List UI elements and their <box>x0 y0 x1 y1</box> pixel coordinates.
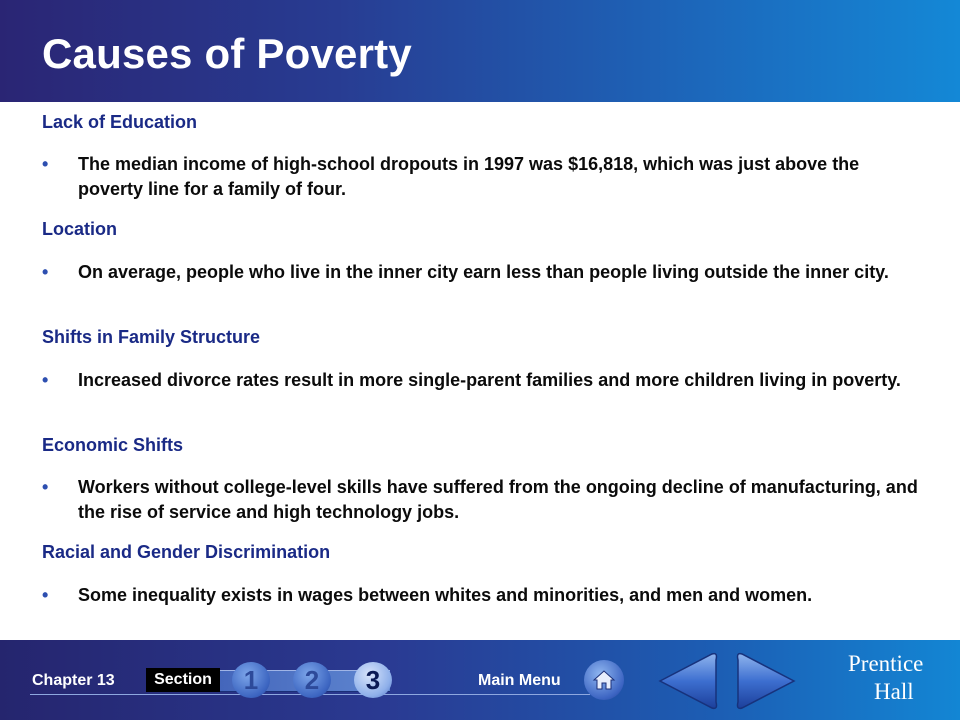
brand-line-2: Hall <box>874 679 914 704</box>
section-2-button[interactable]: 2 <box>293 662 331 698</box>
home-button[interactable] <box>584 660 624 700</box>
bullet-location <box>42 260 922 285</box>
bullet-economic-shifts <box>42 475 922 525</box>
bullet-text: Increased divorce rates result in more single-parent families and more children living in poverty. <box>78 370 901 390</box>
arrow-right-icon[interactable] <box>734 650 798 712</box>
prentice-hall-logo <box>848 650 938 706</box>
bullet-text: Some inequality exists in wages between whites and minorities, and men and women. <box>78 585 813 605</box>
bullet-dot-icon: • <box>42 477 49 497</box>
bullet-text: Workers without college-level skills have suffered from the ongoing decline of manufacturing, and the rise of service and high technology jobs. <box>78 477 918 522</box>
section-label: Section <box>146 668 220 692</box>
navigation-footer <box>0 640 960 720</box>
home-icon <box>592 668 616 692</box>
heading-location: Location <box>42 219 117 239</box>
bullet-lack-of-education <box>42 152 922 202</box>
bullet-dot-icon: • <box>42 154 49 174</box>
bullet-discrimination <box>42 583 922 608</box>
bullet-dot-icon: • <box>42 262 49 282</box>
main-menu-link[interactable]: Main Menu <box>478 672 561 689</box>
heading-economic-shifts: Economic Shifts <box>42 435 184 455</box>
heading-discrimination: Racial and Gender Discrimination <box>42 542 331 562</box>
heading-family-structure: Shifts in Family Structure <box>42 327 261 347</box>
bullet-text: On average, people who live in the inner city earn less than people living outside the inner city. <box>78 262 889 282</box>
page-title: Causes of Poverty <box>42 30 412 77</box>
section-1-button[interactable]: 1 <box>232 662 270 698</box>
chapter-label: Chapter 13 <box>32 672 115 689</box>
heading-lack-of-education: Lack of Education <box>42 112 198 132</box>
bullet-dot-icon: • <box>42 585 49 605</box>
brand-line-1: Prentice <box>848 651 924 676</box>
bullet-family-structure <box>42 368 922 393</box>
bullet-dot-icon: • <box>42 370 49 390</box>
slide-header <box>0 0 960 102</box>
arrow-left-icon[interactable] <box>656 650 720 712</box>
bullet-text: The median income of high-school dropouts in 1997 was $16,818, which was just above the poverty line for a family of four. <box>78 154 860 199</box>
section-3-button[interactable]: 3 <box>354 662 392 698</box>
